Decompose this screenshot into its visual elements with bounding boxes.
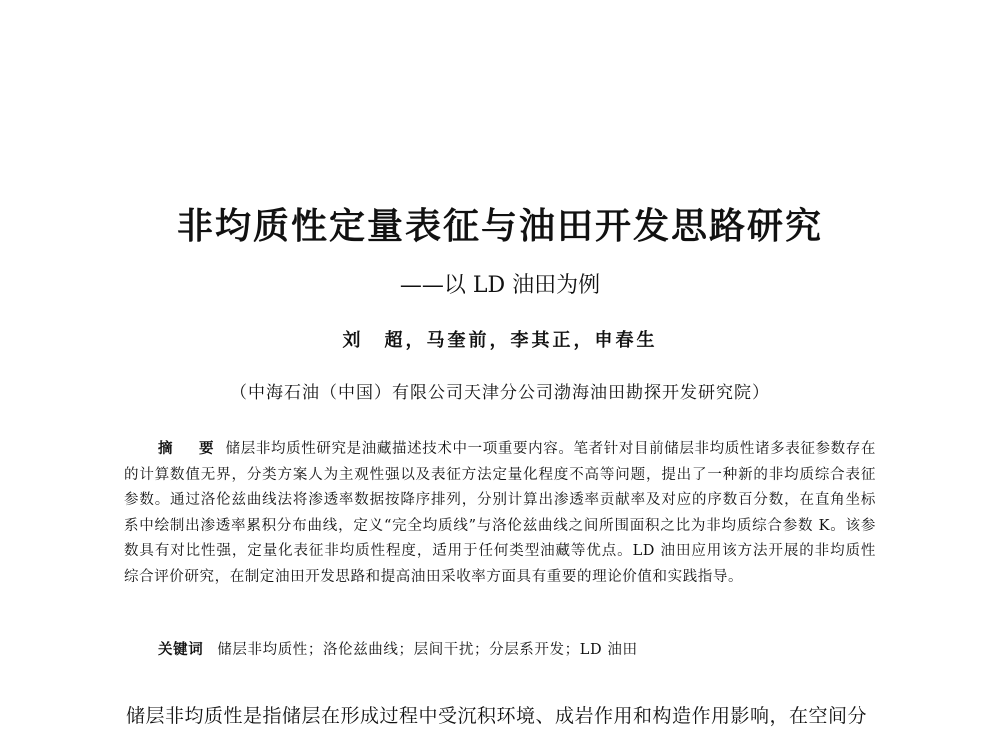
- keywords-label: 关键词: [158, 642, 204, 658]
- author-list: 刘 超，马奎前，李其正，申春生: [342, 330, 658, 351]
- abstract: [124, 437, 876, 590]
- keywords: [158, 638, 878, 659]
- body-paragraph: 储层非均质性是指储层在形成过程中受沉积环境、成岩作用和构造作用影响，在空间分: [126, 705, 868, 727]
- keywords-text: 储层非均质性；洛伦兹曲线；层间干扰；分层系开发；LD 油田: [217, 642, 638, 658]
- abstract-text: 储层非均质性研究是油藏描述技术中一项重要内容。笔者针对目前储层非均质性诸多表征参数存在的计算数值无界，分类方案人为主观性强以及表征方法定量化程度不高等问题，提出了一种新的非均质综合表征参数。通过洛伦兹曲线法将渗透率数据按降序排列，分别计算出渗透率贡献率及对应的序数百分数，在直角坐标系中绘制出渗透率累积分布曲线，定义“完全均质线”与洛伦兹曲线之间所围面积之比为非均质综合参数 K。该参数具有对比性强，定量化表征非均质性程度，适用于任何类型油藏等优点。LD 油田应用该方法开展的非均质性综合评价研究，在制定油田开发思路和提高油田采收率方面具有重要的理论价值和实践指导。: [124, 441, 877, 585]
- paper-subtitle: ——以 LD 油田为例: [399, 273, 601, 298]
- abstract-label: 摘 要: [158, 441, 220, 457]
- affiliation: （中海石油（中国）有限公司天津分公司渤海油田勘探开发研究院）: [230, 383, 770, 403]
- paper-title: 非均质性定量表征与油田开发思路研究: [176, 206, 823, 247]
